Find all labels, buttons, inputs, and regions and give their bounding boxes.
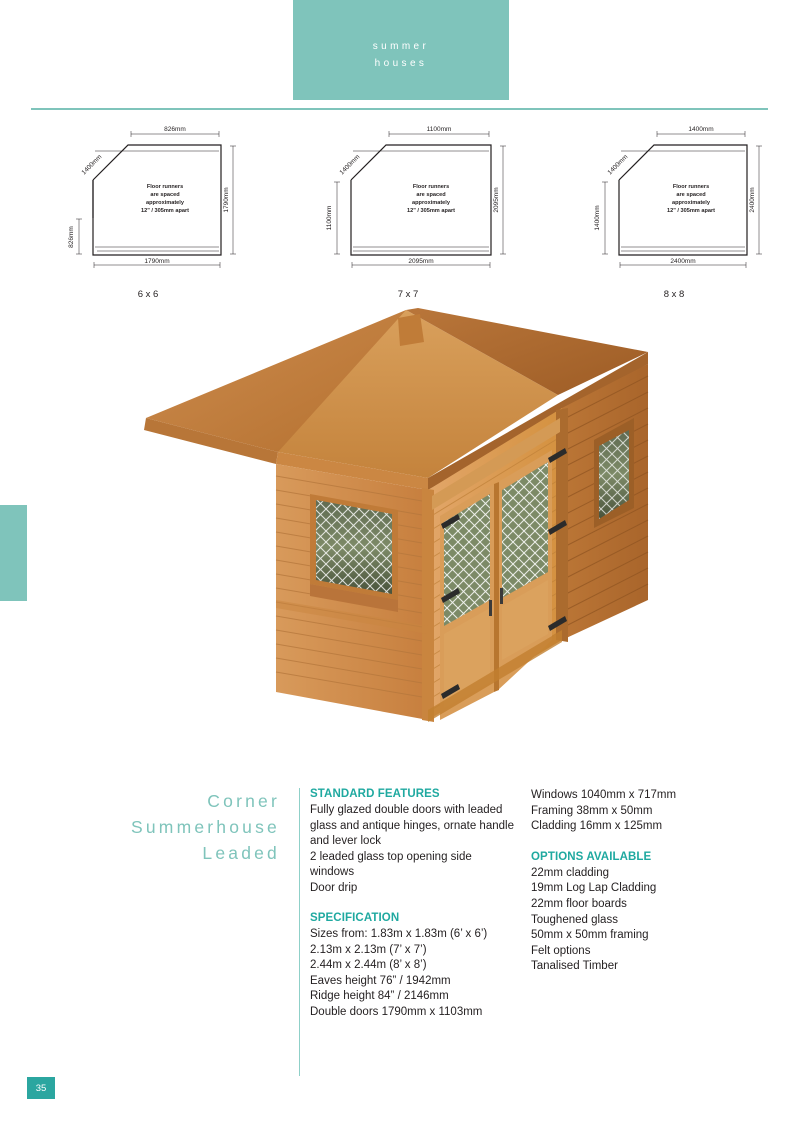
svg-text:Floor runners: Floor runners bbox=[412, 184, 450, 190]
svg-text:Floor runners: Floor runners bbox=[672, 184, 710, 190]
right-spec-item: Windows 1040mm x 717mm bbox=[531, 789, 677, 801]
svg-text:approximately: approximately bbox=[146, 200, 184, 206]
column-divider bbox=[299, 788, 300, 1076]
label-7x7-left: 1100mm bbox=[326, 205, 333, 231]
diagram-6x6 bbox=[53, 120, 243, 300]
product-photo-corner-summerhouse bbox=[128, 300, 673, 755]
specification-item: Ridge height 84” / 2146mm bbox=[310, 990, 449, 1002]
svg-text:Floor runners: Floor runners bbox=[146, 184, 184, 190]
options-available-heading: OPTIONS AVAILABLE bbox=[531, 850, 652, 863]
left-window bbox=[310, 494, 398, 612]
floorplan-diagrams bbox=[31, 120, 768, 300]
label-6x6-right: 1790mm bbox=[223, 187, 230, 213]
label-6x6-diagonal: 1400mm bbox=[80, 153, 104, 177]
diagram-8x8 bbox=[579, 120, 769, 300]
svg-text:approximately: approximately bbox=[672, 200, 710, 206]
option-item: Felt options bbox=[531, 944, 591, 957]
label-8x8-right: 2400mm bbox=[749, 187, 756, 213]
specification-item: 2.13m x 2.13m (7’ x 7’) bbox=[310, 943, 427, 956]
label-7x7-bottom: 2095mm bbox=[408, 258, 434, 265]
specification-item: Double doors 1790mm x 1103mm bbox=[310, 1005, 483, 1018]
right-spec-item: Cladding 16mm x 125mm bbox=[531, 820, 663, 833]
product-title-line2: Summerhouse bbox=[130, 817, 280, 837]
header-title-line1: summer bbox=[372, 41, 430, 52]
svg-text:12" / 305mm apart: 12" / 305mm apart bbox=[666, 208, 716, 214]
options-list bbox=[531, 866, 751, 975]
option-item: 19mm Log Lap Cladding bbox=[531, 882, 657, 895]
product-title-line1: Corner bbox=[207, 791, 280, 811]
option-item: Tanalised Timber bbox=[531, 960, 618, 973]
option-item: 22mm cladding bbox=[531, 866, 609, 879]
label-7x7-right: 2095mm bbox=[493, 187, 500, 213]
side-accent-tab bbox=[0, 505, 27, 601]
options-column bbox=[531, 788, 751, 975]
specification-item: 2.44m x 2.44m (8’ x 8’) bbox=[310, 959, 427, 971]
option-item: 50mm x 50mm framing bbox=[531, 929, 649, 942]
svg-text:approximately: approximately bbox=[412, 200, 450, 206]
diagram-8x8-caption: 8 x 8 bbox=[663, 289, 685, 300]
specification-item: Eaves height 76” / 1942mm bbox=[310, 974, 451, 987]
label-8x8-left: 1400mm bbox=[594, 205, 601, 231]
diagram-6x6-caption: 6 x 6 bbox=[137, 289, 159, 300]
svg-text:are spaced: are spaced bbox=[416, 192, 446, 198]
label-8x8-top: 1400mm bbox=[688, 126, 714, 133]
specification-item: Sizes from: 1.83m x 1.83m (6’ x 6’) bbox=[310, 928, 488, 940]
option-item: 22mm floor boards bbox=[531, 897, 627, 910]
svg-text:are spaced: are spaced bbox=[676, 192, 706, 198]
right-spec-list bbox=[531, 788, 751, 835]
label-8x8-bottom: 2400mm bbox=[670, 258, 696, 265]
product-title-line3: Leaded bbox=[202, 843, 280, 863]
product-title bbox=[118, 788, 280, 866]
label-6x6-left: 826mm bbox=[68, 226, 75, 248]
header-title-line2: houses bbox=[374, 58, 428, 69]
right-spec-item: Framing 38mm x 50mm bbox=[531, 804, 653, 817]
label-6x6-top: 826mm bbox=[164, 126, 186, 133]
svg-text:12" / 305mm apart: 12" / 305mm apart bbox=[406, 208, 456, 214]
specification-heading: SPECIFICATION bbox=[310, 912, 400, 924]
standard-feature-item: Door drip bbox=[310, 881, 358, 894]
diagram-7x7 bbox=[303, 120, 513, 300]
label-7x7-diagonal: 1400mm bbox=[338, 153, 362, 177]
header-divider bbox=[31, 108, 768, 110]
label-8x8-diagonal: 1400mm bbox=[606, 153, 630, 177]
standard-feature-item: Fully glazed double doors with leaded glass and antique hinges, ornate handle and lever lock bbox=[310, 804, 514, 847]
page-number-badge: 35 bbox=[27, 1077, 55, 1099]
features-column bbox=[310, 788, 518, 1020]
label-6x6-bottom: 1790mm bbox=[144, 258, 170, 265]
standard-features-heading: STANDARD FEATURES bbox=[310, 788, 440, 800]
page-header-banner bbox=[293, 0, 509, 100]
svg-text:12" / 305mm apart: 12" / 305mm apart bbox=[140, 208, 190, 214]
svg-text:are spaced: are spaced bbox=[150, 192, 180, 198]
option-item: Toughened glass bbox=[531, 913, 618, 926]
label-7x7-top: 1100mm bbox=[426, 126, 452, 133]
standard-feature-item: 2 leaded glass top opening side windows bbox=[310, 850, 472, 878]
diagram-7x7-caption: 7 x 7 bbox=[397, 289, 419, 300]
